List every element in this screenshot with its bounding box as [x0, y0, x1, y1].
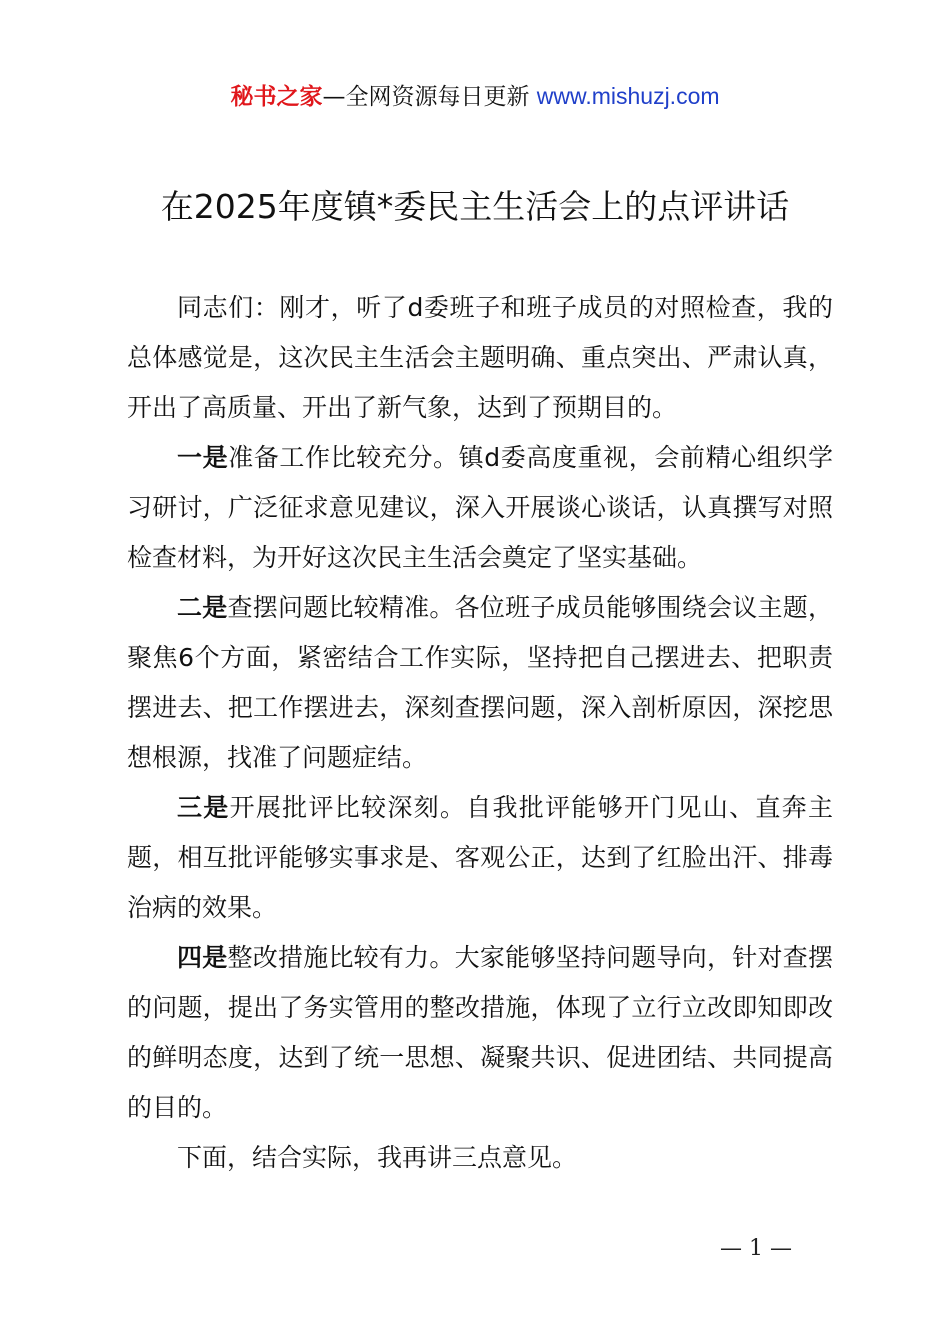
paragraph-point-1 — [127, 433, 833, 583]
page-number: — 1 — — [720, 1236, 792, 1261]
paragraph-text: 整改措施比较有力。大家能够坚持问题导向，针对查摆的问题，提出了务实管用的整改措施，体现了立行立改即知即改的鲜明态度，达到了统一思想、凝聚共识、促进团结、共同提高的目的。 — [127, 943, 833, 1122]
paragraph-text: 同志们：刚才，听了d委班子和班子成员的对照检查，我的总体感觉是，这次民主生活会主题明确、重点突出、严肃认真，开出了高质量、开出了新气象，达到了预期目的。 — [127, 293, 833, 422]
document-title: 在2025年度镇*委民主生活会上的点评讲话 — [160, 187, 790, 226]
site-header — [0, 78, 950, 115]
paragraph-point-2 — [127, 583, 833, 783]
paragraph-lead: 一是 — [177, 443, 229, 472]
paragraph-text: 准备工作比较充分。镇d委高度重视，会前精心组织学习研讨，广泛征求意见建议，深入开展谈心谈话，认真撰写对照检查材料，为开好这次民主生活会奠定了坚实基础。 — [127, 443, 833, 572]
site-slogan: —全网资源每日更新 — [322, 84, 530, 110]
paragraph-lead: 四是 — [177, 943, 228, 972]
site-brand: 秘书之家 — [230, 84, 323, 110]
paragraph-point-3 — [127, 783, 833, 933]
paragraph-lead: 三是 — [177, 793, 230, 822]
paragraph-text: 下面，结合实际，我再讲三点意见。 — [177, 1143, 578, 1172]
paragraph-text: 查摆问题比较精准。各位班子成员能够围绕会议主题，聚焦6个方面，紧密结合工作实际，坚持把自己摆进去、把职责摆进去、把工作摆进去，深刻查摆问题，深入剖析原因，深挖思想根源，找准了问题症结。 — [127, 593, 833, 772]
paragraph-opening — [127, 283, 833, 433]
paragraph-lead: 二是 — [177, 593, 228, 622]
paragraph-closing — [127, 1133, 833, 1183]
document-body — [127, 283, 833, 1183]
paragraph-text: 开展批评比较深刻。自我批评能够开门见山、直奔主题，相互批评能够实事求是、客观公正，达到了红脸出汗、排毒治病的效果。 — [127, 793, 833, 922]
site-url-link[interactable]: www.mishuzj.com — [536, 83, 720, 109]
paragraph-point-4 — [127, 933, 833, 1133]
